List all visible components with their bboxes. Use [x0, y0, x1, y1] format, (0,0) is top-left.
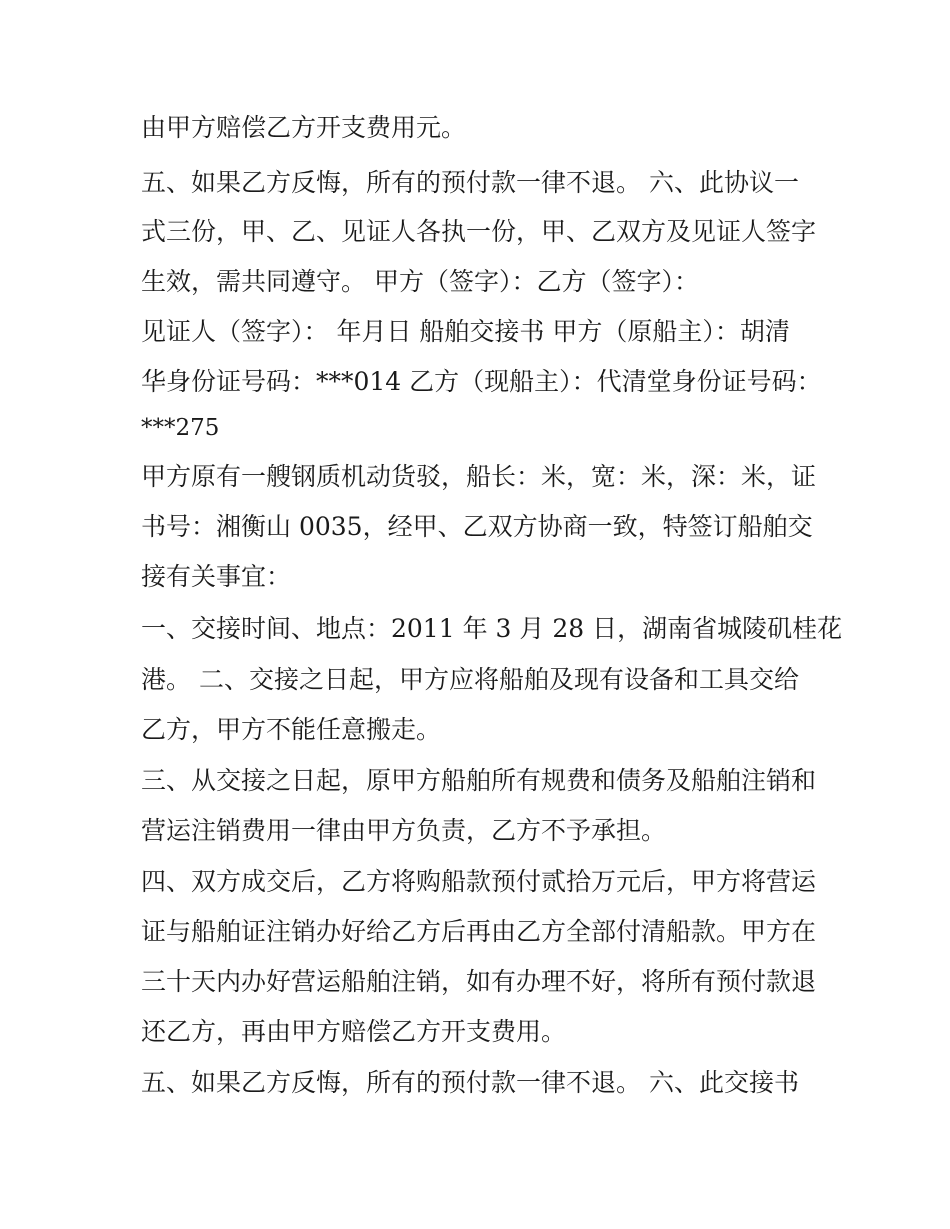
paragraph-line: 五、如果乙方反悔，所有的预付款一律不退。 六、此交接书 — [141, 1068, 799, 1097]
paragraph-line: 由甲方赔偿乙方开支费用元。 — [141, 113, 467, 142]
paragraph-line: 见证人（签字）： 年月日 船舶交接书 甲方（原船主）：胡清 — [141, 317, 790, 346]
paragraph-line: 还乙方，再由甲方赔偿乙方开支费用。 — [141, 1017, 567, 1046]
paragraph-line: 营运注销费用一律由甲方负责，乙方不予承担。 — [141, 816, 667, 845]
paragraph-line: 接有关事宜： — [141, 562, 292, 591]
paragraph-line: 乙方，甲方不能任意搬走。 — [141, 715, 442, 744]
paragraph-line: 甲方原有一艘钢质机动货驳，船长：米，宽：米，深：米，证 — [141, 462, 817, 491]
paragraph-line: 式三份，甲、乙、见证人各执一份，甲、乙双方及见证人签字 — [141, 217, 817, 246]
paragraph-line: 港。 二、交接之日起，甲方应将船舶及现有设备和工具交给 — [141, 665, 799, 694]
paragraph-line: 生效，需共同遵守。 甲方（签字）：乙方（签字）： — [141, 267, 699, 296]
paragraph-line: 五、如果乙方反悔，所有的预付款一律不退。 六、此协议一 — [141, 168, 799, 197]
paragraph-line: 四、双方成交后，乙方将购船款预付贰拾万元后，甲方将营运 — [141, 867, 817, 896]
paragraph-line: 华身份证号码：***014 乙方（现船主）：代清堂身份证号码： — [141, 367, 822, 396]
paragraph-line: ***275 — [141, 415, 220, 441]
paragraph-line: 三十天内办好营运船舶注销，如有办理不好，将所有预付款退 — [141, 967, 817, 996]
paragraph-line: 一、交接时间、地点：2011 年 3 月 28 日，湖南省城陵矶桂花 — [141, 614, 843, 643]
paragraph-line: 证与船舶证注销办好给乙方后再由乙方全部付清船款。甲方在 — [141, 917, 817, 946]
paragraph-line: 三、从交接之日起，原甲方船舶所有规费和债务及船舶注销和 — [141, 766, 817, 795]
paragraph-line: 书号：湘衡山 0035，经甲、乙双方协商一致，特签订船舶交 — [141, 512, 813, 541]
